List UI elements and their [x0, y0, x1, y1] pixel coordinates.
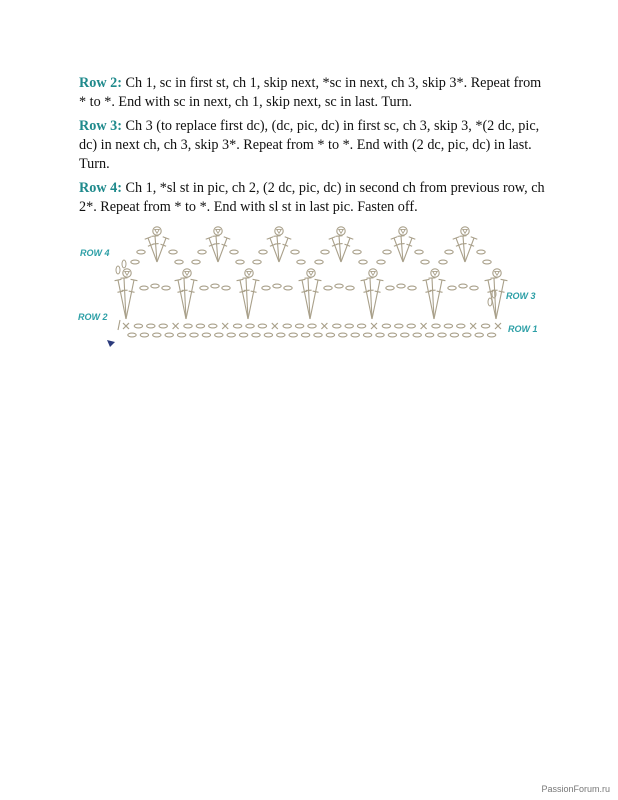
row-3-chain-stitch — [222, 286, 230, 290]
double-crochet-stem — [157, 238, 166, 262]
foundation-chain-stitch — [215, 333, 223, 337]
row-4-diagram-label: ROW 4 — [80, 248, 110, 258]
row-2-chain-stitch — [233, 324, 241, 328]
double-crochet-crossbar — [301, 291, 307, 292]
foundation-chain-stitch — [128, 333, 136, 337]
double-crochet-crossbar — [313, 291, 319, 292]
double-crochet-top — [213, 236, 220, 237]
row-3-text: Ch 3 (to replace first dc), (dc, pic, dc) in first sc, ch 3, skip 3, *(2 dc, pic, dc) in next ch, ch 3, skip 3*. Repeat from * to *. End with (2 dc, pic, dc) in last. Turn. — [79, 118, 540, 172]
row-3-chain-stitch — [273, 284, 281, 288]
double-crochet-top — [398, 236, 405, 237]
foundation-chain-stitch — [202, 333, 210, 337]
picot-inner — [247, 271, 252, 275]
row-4-chain-stitch — [439, 260, 447, 264]
single-crochet-symbol — [272, 323, 278, 329]
row-4-chain-stitch — [259, 250, 267, 254]
double-crochet-stem — [341, 238, 350, 262]
double-crochet-top — [336, 236, 343, 237]
double-crochet-top — [175, 279, 182, 280]
row-4-chain-stitch — [477, 250, 485, 254]
row-4-chain-stitch — [383, 250, 391, 254]
double-crochet-stem — [310, 280, 318, 319]
row-3-chain-stitch — [408, 286, 416, 290]
row-2-text: Ch 1, sc in first st, ch 1, skip next, *sc in next, ch 3, skip 3*. Repeat from * to *. End with sc in next, ch 1, skip next, sc in last. Turn. — [79, 75, 542, 110]
double-crochet-crossbar — [499, 291, 505, 292]
foundation-chain-stitch — [475, 333, 483, 337]
foundation-chain-stitch — [326, 333, 334, 337]
row-3-chain-stitch — [397, 284, 405, 288]
double-crochet-crossbar — [117, 291, 123, 292]
row-2-chain-stitch — [246, 324, 254, 328]
row-2-chain-stitch — [357, 324, 365, 328]
double-crochet-crossbar — [189, 291, 195, 292]
foundation-chain-stitch — [388, 333, 396, 337]
foundation-chain-stitch — [239, 333, 247, 337]
picot-inner — [277, 229, 282, 233]
row-3-end-chain — [488, 298, 492, 306]
foundation-chain-stitch — [264, 333, 272, 337]
row-2-chain-stitch — [258, 324, 266, 328]
picot-inner — [185, 271, 190, 275]
row-2-chain-stitch — [457, 324, 465, 328]
row-2-chain-stitch — [395, 324, 403, 328]
picot-inner — [495, 271, 500, 275]
row-4-text: Ch 1, *sl st in pic, ch 2, (2 dc, pic, dc) in second ch from previous row, ch 2*. Repeat from * to *. End with sl st in last pic. Fasten off. — [79, 180, 545, 215]
row-2-chain-stitch — [345, 324, 353, 328]
foundation-chain-stitch — [425, 333, 433, 337]
picot-inner — [309, 271, 314, 275]
double-crochet-top — [460, 236, 467, 237]
double-crochet-top — [315, 279, 322, 280]
row-4-chain-stitch — [175, 260, 183, 264]
row-2-chain-stitch — [209, 324, 217, 328]
row-2-chain-stitch — [382, 324, 390, 328]
foundation-chain-stitch — [289, 333, 297, 337]
row-4-chain-stitch — [236, 260, 244, 264]
double-crochet-stem — [218, 238, 227, 262]
row-3-chain-stitch — [162, 286, 170, 290]
double-crochet-top — [377, 279, 384, 280]
row-4-label: Row 4: — [79, 180, 122, 196]
double-crochet-crossbar — [437, 291, 443, 292]
row-4-chain-stitch — [169, 250, 177, 254]
row-2-chain-stitch — [283, 324, 291, 328]
double-crochet-crossbar — [251, 291, 257, 292]
instruction-row-2 — [79, 74, 549, 112]
row-4-chain-stitch — [321, 250, 329, 254]
row-2-chain-stitch — [481, 324, 489, 328]
row-2-chain-stitch — [308, 324, 316, 328]
row-3-chain-stitch — [459, 284, 467, 288]
row-2-label: Row 2: — [79, 75, 122, 91]
foundation-chain-stitch — [401, 333, 409, 337]
single-crochet-symbol — [421, 323, 427, 329]
row-3-chain-stitch — [151, 284, 159, 288]
picot-inner — [371, 271, 376, 275]
foundation-chain-stitch — [165, 333, 173, 337]
double-crochet-top — [253, 279, 260, 280]
double-crochet-top — [501, 279, 508, 280]
foundation-chain-stitch — [252, 333, 260, 337]
single-crochet-symbol — [470, 323, 476, 329]
row-2-chain-stitch — [444, 324, 452, 328]
row-3-turning-chain — [116, 266, 120, 274]
row-2-chain-stitch — [134, 324, 142, 328]
double-crochet-crossbar — [363, 291, 369, 292]
row-4-chain-stitch — [415, 250, 423, 254]
row-3-label: Row 3: — [79, 118, 122, 134]
picot-inner — [339, 229, 344, 233]
row-4-chain-stitch — [359, 260, 367, 264]
double-crochet-top — [191, 279, 198, 280]
row-4-chain-stitch — [353, 250, 361, 254]
row-4-chain-stitch — [230, 250, 238, 254]
double-crochet-top — [299, 279, 306, 280]
foundation-chain-stitch — [227, 333, 235, 337]
instruction-row-3 — [79, 117, 549, 173]
foundation-chain-stitch — [153, 333, 161, 337]
row-4-chain-stitch — [483, 260, 491, 264]
row-3-chain-stitch — [386, 286, 394, 290]
row-2-chain-stitch — [184, 324, 192, 328]
row-3-chain-stitch — [324, 286, 332, 290]
row-3-turning-chain — [122, 260, 126, 268]
row-4-chain-stitch — [377, 260, 385, 264]
single-crochet-symbol — [173, 323, 179, 329]
double-crochet-crossbar — [425, 291, 431, 292]
foundation-chain-stitch — [190, 333, 198, 337]
row-2-chain-stitch — [159, 324, 167, 328]
picot-inner — [155, 229, 160, 233]
row-4-chain-stitch — [421, 260, 429, 264]
row-2-chain-stitch — [196, 324, 204, 328]
picot-inner — [125, 271, 130, 275]
foundation-chain-stitch — [413, 333, 421, 337]
row-3-chain-stitch — [262, 286, 270, 290]
double-crochet-stem — [434, 280, 442, 319]
row-4-chain-stitch — [253, 260, 261, 264]
row-2-diagram-label: ROW 2 — [78, 312, 108, 322]
double-crochet-top — [274, 236, 281, 237]
double-crochet-top — [237, 279, 244, 280]
foundation-chain-stitch — [140, 333, 148, 337]
single-crochet-symbol — [123, 323, 129, 329]
row-2-chain-stitch — [432, 324, 440, 328]
row-2-chain-stitch — [333, 324, 341, 328]
double-crochet-stem — [126, 280, 134, 319]
double-crochet-top — [485, 279, 492, 280]
foundation-chain-stitch — [463, 333, 471, 337]
row-4-chain-stitch — [291, 250, 299, 254]
foundation-chain-stitch — [438, 333, 446, 337]
single-crochet-symbol — [371, 323, 377, 329]
double-crochet-crossbar — [129, 291, 135, 292]
foundation-chain-stitch — [487, 333, 495, 337]
row-3-diagram-label: ROW 3 — [506, 291, 536, 301]
instruction-row-4 — [79, 179, 549, 217]
turning-chain — [118, 320, 120, 330]
foundation-chain-stitch — [177, 333, 185, 337]
row-2-chain-stitch — [295, 324, 303, 328]
row-2-chain-stitch — [407, 324, 415, 328]
row-3-chain-stitch — [335, 284, 343, 288]
row-4-chain-stitch — [445, 250, 453, 254]
row-4-chain-stitch — [131, 260, 139, 264]
picot-inner — [463, 229, 468, 233]
foundation-chain-stitch — [363, 333, 371, 337]
double-crochet-stem — [496, 280, 504, 319]
foundation-chain-stitch — [339, 333, 347, 337]
row-3-chain-stitch — [470, 286, 478, 290]
row-2-chain-stitch — [147, 324, 155, 328]
picot-inner — [401, 229, 406, 233]
single-crochet-symbol — [222, 323, 228, 329]
foundation-chain-stitch — [314, 333, 322, 337]
double-crochet-stem — [403, 238, 412, 262]
foundation-chain-stitch — [277, 333, 285, 337]
double-crochet-top — [131, 279, 138, 280]
double-crochet-top — [115, 279, 122, 280]
row-3-chain-stitch — [448, 286, 456, 290]
single-crochet-symbol — [321, 323, 327, 329]
double-crochet-top — [152, 236, 159, 237]
row-3-chain-stitch — [346, 286, 354, 290]
row-3-end-chain — [492, 290, 496, 298]
picot-inner — [216, 229, 221, 233]
row-3-chain-stitch — [200, 286, 208, 290]
double-crochet-crossbar — [239, 291, 245, 292]
double-crochet-stem — [248, 280, 256, 319]
start-arrow-icon — [107, 340, 115, 347]
row-4-chain-stitch — [315, 260, 323, 264]
row-1-diagram-label: ROW 1 — [508, 324, 538, 334]
foundation-chain-stitch — [450, 333, 458, 337]
row-3-chain-stitch — [284, 286, 292, 290]
row-3-chain-stitch — [211, 284, 219, 288]
crochet-stitch-diagram — [74, 222, 538, 350]
footer-watermark: PassionForum.ru — [541, 784, 610, 794]
diagram-stitches — [115, 227, 508, 337]
row-4-chain-stitch — [137, 250, 145, 254]
row-4-chain-stitch — [198, 250, 206, 254]
double-crochet-stem — [186, 280, 194, 319]
double-crochet-crossbar — [177, 291, 183, 292]
foundation-chain-stitch — [301, 333, 309, 337]
double-crochet-top — [423, 279, 430, 280]
row-4-chain-stitch — [192, 260, 200, 264]
double-crochet-stem — [279, 238, 288, 262]
double-crochet-top — [439, 279, 446, 280]
row-4-chain-stitch — [297, 260, 305, 264]
foundation-chain-stitch — [351, 333, 359, 337]
double-crochet-crossbar — [375, 291, 381, 292]
double-crochet-stem — [372, 280, 380, 319]
foundation-chain-stitch — [376, 333, 384, 337]
double-crochet-stem — [465, 238, 474, 262]
single-crochet-symbol — [495, 323, 501, 329]
picot-inner — [433, 271, 438, 275]
row-3-chain-stitch — [140, 286, 148, 290]
double-crochet-top — [361, 279, 368, 280]
